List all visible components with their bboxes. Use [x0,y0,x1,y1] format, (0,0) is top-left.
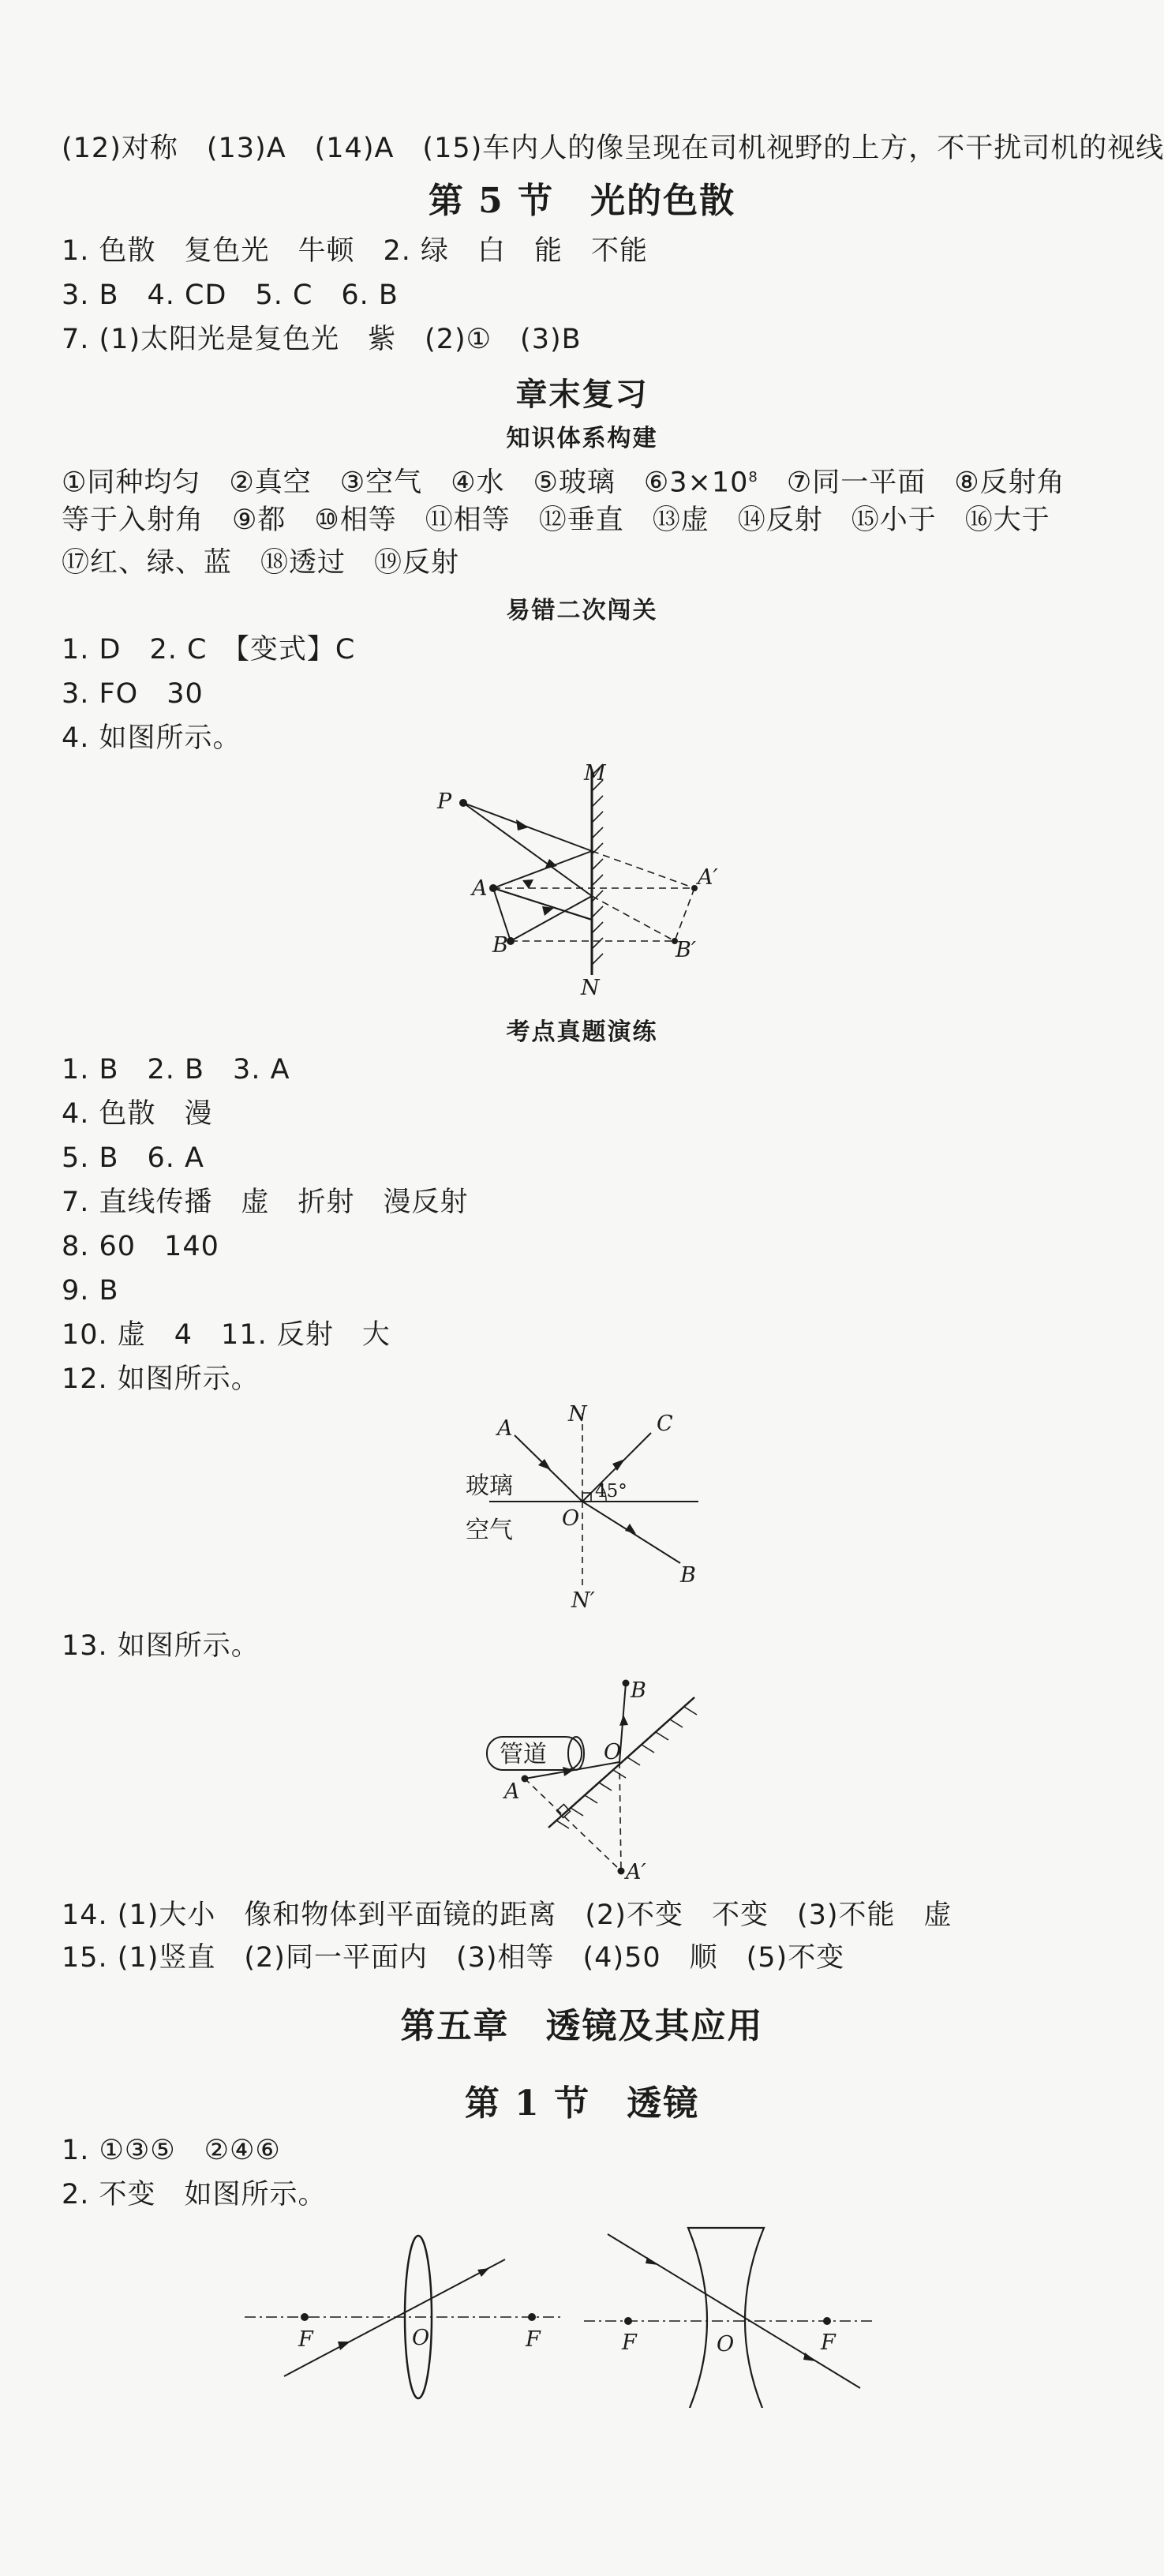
answer-line: 13. 如图所示。 [62,1630,260,1662]
answer-line: 15. (1)竖直 (2)同一平面内 (3)相等 (4)50 顺 (5)不变 [62,1942,845,1974]
mistake-section-title: 易错二次闯关 [506,597,658,624]
section-title-dispersion: 第 5 节 光的色散 [428,181,736,221]
answer-line: 10. 虚 4 11. 反射 大 [62,1319,391,1351]
section-title-lens: 第 1 节 透镜 [464,2083,700,2124]
answer-line: 2. 不变 如图所示。 [62,2179,327,2210]
exam-section-title: 考点真题演练 [506,1018,658,1046]
convex-lens-diagram [237,2218,568,2400]
label-a: A [472,876,488,901]
label-a: A [504,1779,520,1804]
label-m: M [584,761,606,786]
answer-line: 7. (1)太阳光是复色光 紫 (2)① (3)B [62,324,582,355]
answer-line: 3. FO 30 [62,678,204,710]
chapter-title: 第五章 透镜及其应用 [400,2006,764,2046]
label-o: O [562,1506,580,1531]
knowledge-section-title: 知识体系构建 [506,425,658,452]
knowledge-line-text: ①同种均匀 ②真空 ③空气 ④水 ⑤玻璃 ⑥3×10 [62,467,749,499]
answer-line: 1. B 2. B 3. A [62,1054,290,1086]
label-b: B [680,1563,696,1588]
answer-line: 1. 色散 复色光 牛顿 2. 绿 白 能 不能 [62,235,649,267]
label-air: 空气 [466,1517,513,1544]
label-b: B [631,1678,646,1703]
answer-line: 4. 色散 漫 [62,1098,213,1130]
answer-line: 8. 60 140 [62,1231,219,1262]
label-n-prime: N′ [571,1588,595,1613]
knowledge-line-text: ⑦同一平面 ⑧反射角 [758,467,1065,499]
label-a-image: A′ [698,865,718,890]
answer-line: 12. 如图所示。 [62,1363,260,1395]
label-f-left: F [298,2327,313,2352]
label-f-right: F [821,2330,836,2355]
answer-line: 5. B 6. A [62,1142,204,1174]
label-f-right: F [526,2327,541,2352]
exponent: 8 [748,469,758,486]
label-a-image: A′ [626,1860,646,1884]
knowledge-line: ⑰红、绿、蓝 ⑱透过 ⑲反射 [62,547,460,579]
knowledge-line: 等于入射角 ⑨都 ⑩相等 ⑪相等 ⑫垂直 ⑬虚 ⑭反射 ⑮小于 ⑯大于 [62,504,1050,536]
answer-line: 1. ①③⑤ ②④⑥ [62,2135,281,2166]
label-pipe: 管道 [500,1741,547,1768]
label-o: O [717,2332,735,2357]
label-angle: 45° [595,1481,627,1502]
label-a: A [497,1416,513,1441]
refraction-diagram [450,1397,710,1626]
chapter-review-title: 章末复习 [515,376,649,413]
answer-line: 4. 如图所示。 [62,722,241,754]
concave-lens-diagram [584,2210,884,2408]
label-o: O [604,1740,622,1764]
label-o: O [412,2326,430,2350]
answer-line: 1. D 2. C 【变式】C [62,634,356,666]
label-b: B [492,933,508,958]
label-n: N [581,976,600,1000]
label-p: P [437,789,452,814]
label-n: N [568,1402,587,1427]
answer-line: 9. B [62,1275,119,1307]
label-f-left: F [622,2330,637,2355]
label-b-image: B′ [676,938,696,962]
label-glass: 玻璃 [466,1472,513,1500]
answer-line: 14. (1)大小 像和物体到平面镜的距离 (2)不变 不变 (3)不能 虚 [62,1899,953,1931]
knowledge-line [62,460,1065,501]
label-c: C [657,1412,673,1436]
answer-line-reflection-tail: (12)对称 (13)A (14)A (15)车内人的像呈现在司机视野的上方，不干扰司机的视线 [62,133,1164,164]
plane-mirror-diagram [410,758,726,1011]
pipe-mirror-diagram [470,1666,738,1895]
answer-line: 7. 直线传播 虚 折射 漫反射 [62,1187,469,1218]
answer-line: 3. B 4. CD 5. C 6. B [62,279,399,311]
